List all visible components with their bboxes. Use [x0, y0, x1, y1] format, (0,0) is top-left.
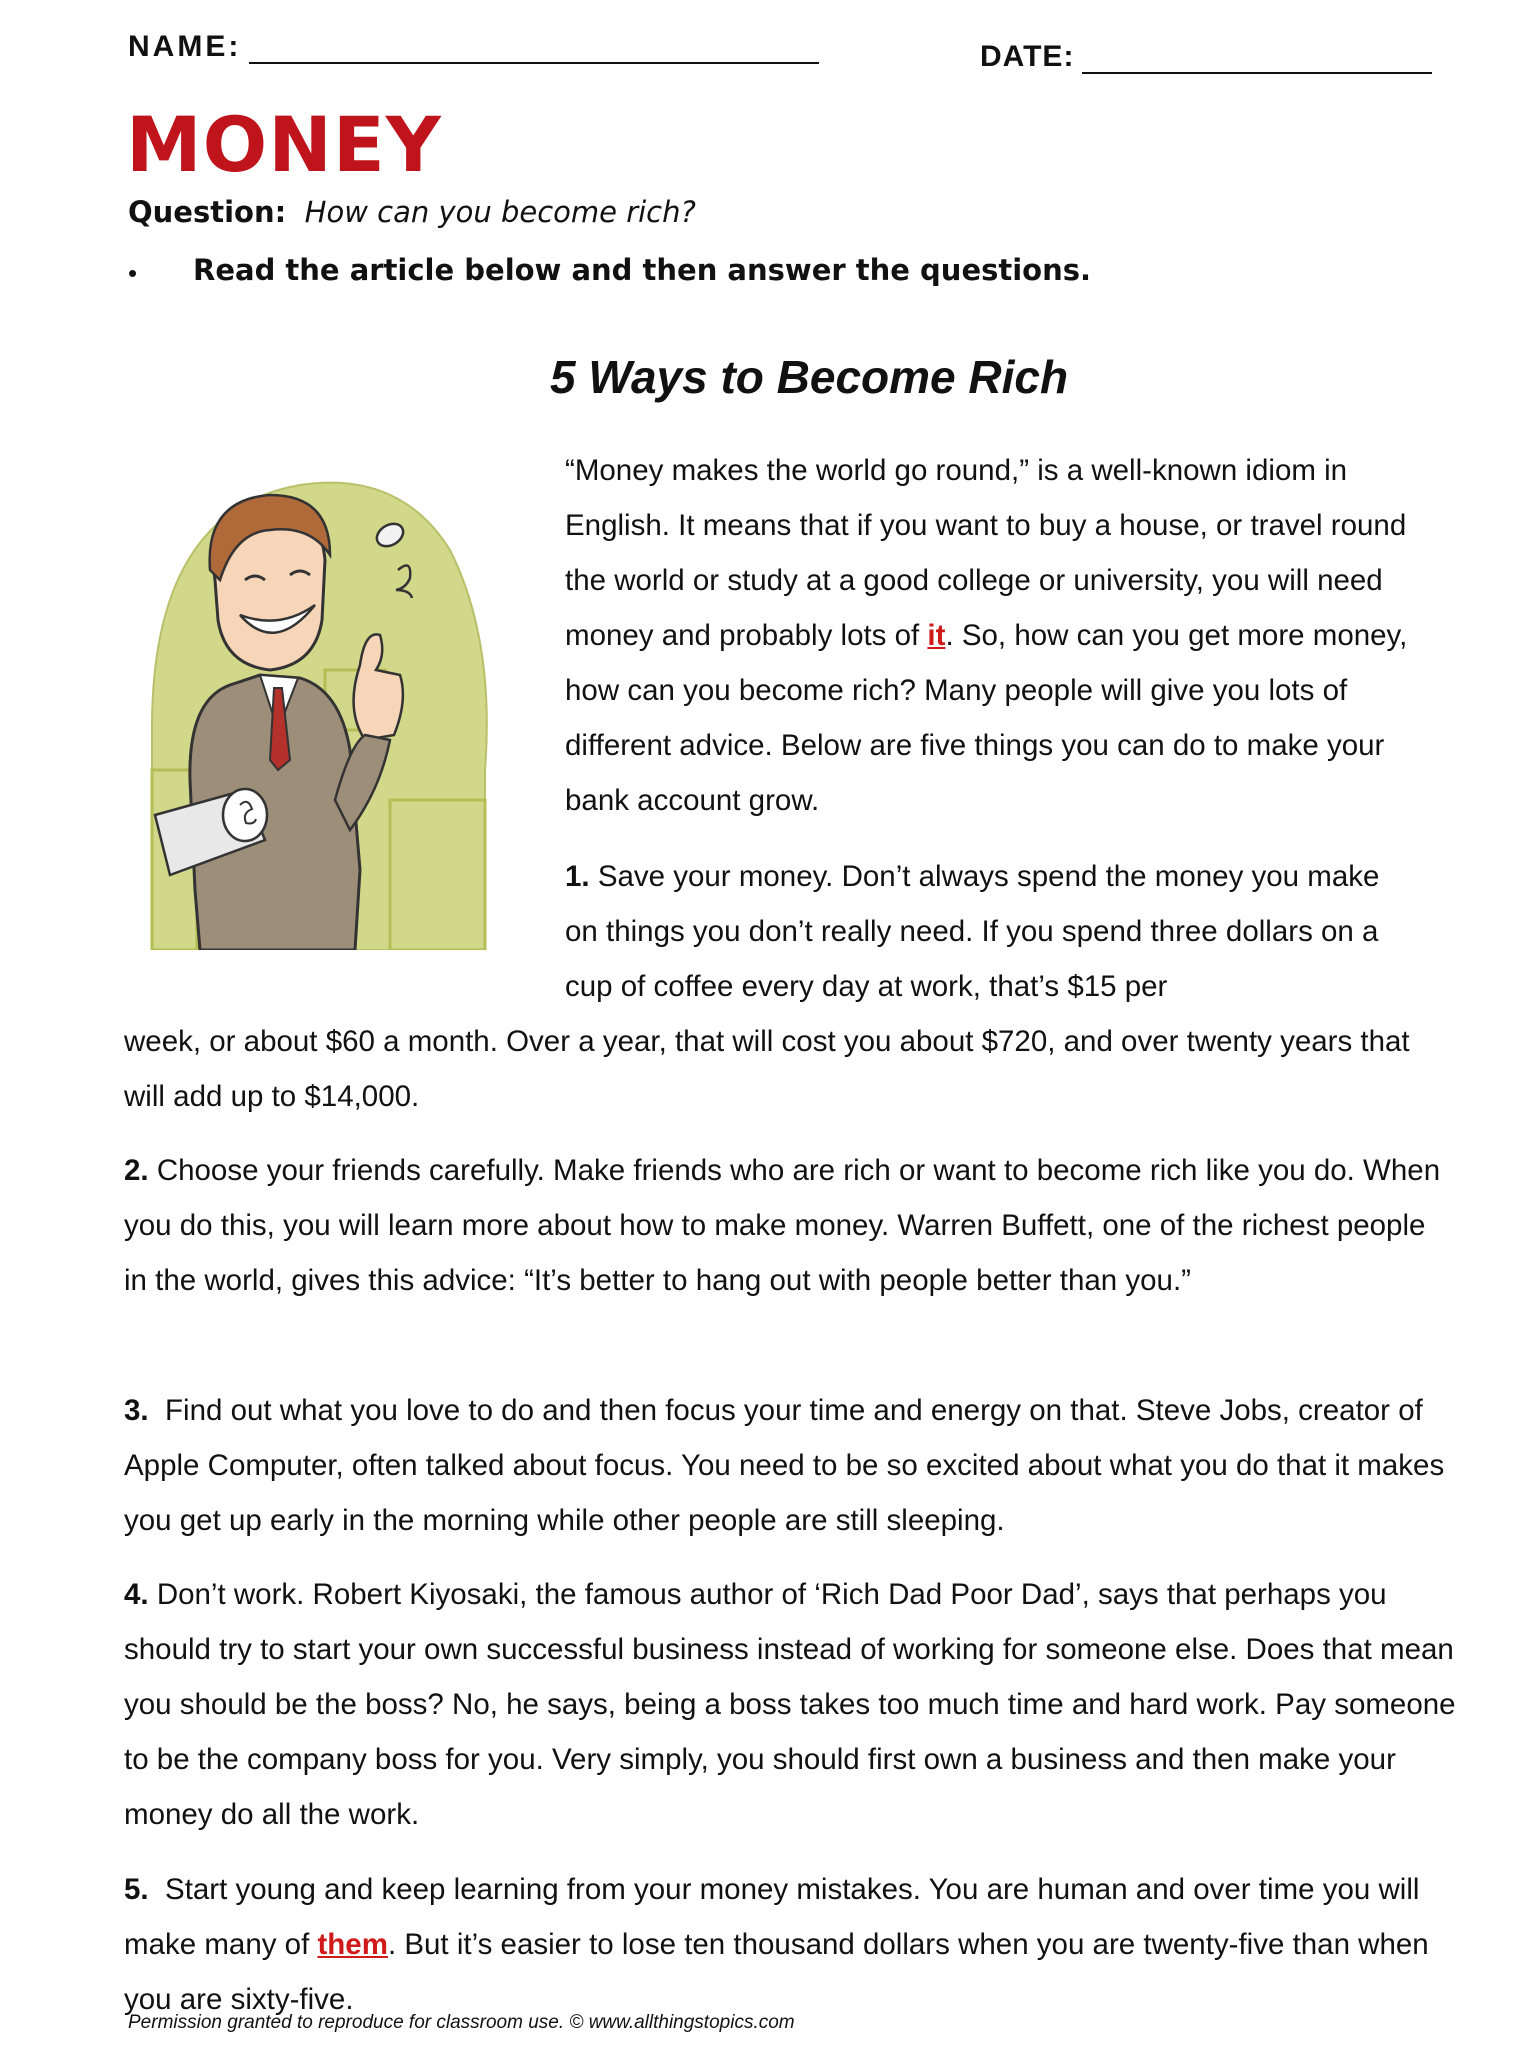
- bullet-icon: •: [128, 258, 138, 288]
- point-1-text-rest: week, or about $60 a month. Over a year, that will cost you about $720, and over twenty years that will add up to $14,000.: [124, 1025, 1410, 1113]
- point-1-number: 1.: [565, 860, 590, 893]
- point-2-text: Choose your friends carefully. Make friends who are rich or want to become rich like you do. When you do this, you will learn more about how to make money. Warren Buffett, one of the richest people in the world, gives this advice: “It’s better to hang out with people better than you.”: [124, 1154, 1441, 1297]
- point-1-top: [565, 849, 1415, 1014]
- point-3-number: 3.: [124, 1394, 149, 1427]
- point-3-text: Find out what you love to do and then focus your time and energy on that. Steve Jobs, creator of Apple Computer, often talked about focus. You need to be so excited about what you do that it makes you get up early in the morning while other people are still sleeping.: [124, 1394, 1445, 1537]
- point-5-text-before: Start young and keep learning from your money mistakes. You are human and over time you will make many of: [124, 1873, 1420, 1961]
- question-text: How can you become rich?: [304, 195, 696, 229]
- point-5-paragraph: [124, 1862, 1449, 2027]
- point-1-bottom: [124, 1014, 1424, 1124]
- rich-man-illustration: [150, 470, 490, 950]
- point-5-text-after: . But it’s easier to lose ten thousand dollars when you are twenty-five than when you are sixty-five.: [124, 1928, 1429, 2016]
- intro-text-after: . So, how can you get more money, how can you become rich? Many people will give you lots of different advice. Below are five things you can do to make your bank account grow.: [565, 619, 1408, 817]
- name-blank-line: [249, 32, 819, 64]
- intro-text-before: “Money makes the world go round,” is a well-known idiom in English. It means that if you want to buy a house, or travel round the world or study at a good college or university, you will need money and probably lots of: [565, 454, 1407, 652]
- name-field: [128, 30, 819, 64]
- article-title: 5 Ways to Become Rich: [550, 351, 1069, 403]
- intro-highlight: it: [927, 619, 946, 652]
- point-5-highlight: them: [317, 1928, 388, 1961]
- intro-paragraph: [565, 443, 1445, 828]
- name-label: NAME:: [128, 30, 242, 63]
- point-4-number: 4.: [124, 1578, 149, 1611]
- rich-man-icon: [150, 470, 490, 950]
- point-4-paragraph: [124, 1567, 1459, 1842]
- date-field: [980, 40, 1432, 74]
- point-3-paragraph: [124, 1383, 1449, 1548]
- question-label: Question:: [128, 195, 287, 229]
- date-label: DATE:: [980, 40, 1075, 73]
- page-title: MONEY: [126, 100, 442, 189]
- point-4-text: Don’t work. Robert Kiyosaki, the famous author of ‘Rich Dad Poor Dad’, says that perhaps you should try to start your own successful business instead of working for someone else. Does that mean you should be the boss? No, he says, being a boss takes too much time and hard work. Pay someone to be the company boss for you. Very simply, you should first own a business and then make your money do all the work.: [124, 1578, 1456, 1831]
- date-blank-line: [1082, 42, 1432, 74]
- footer-permission: Permission granted to reproduce for classroom use. © www.allthingstopics.com: [128, 2012, 795, 2033]
- point-1-text-top: Save your money. Don’t always spend the money you make on things you don’t really need. If you spend three dollars on a cup of coffee every day at work, that’s $15 per: [565, 860, 1380, 1003]
- instruction-text: Read the article below and then answer the questions.: [193, 253, 1092, 287]
- point-2-paragraph: [124, 1143, 1449, 1308]
- point-2-number: 2.: [124, 1154, 149, 1187]
- point-5-number: 5.: [124, 1873, 149, 1906]
- question-line: [128, 195, 696, 229]
